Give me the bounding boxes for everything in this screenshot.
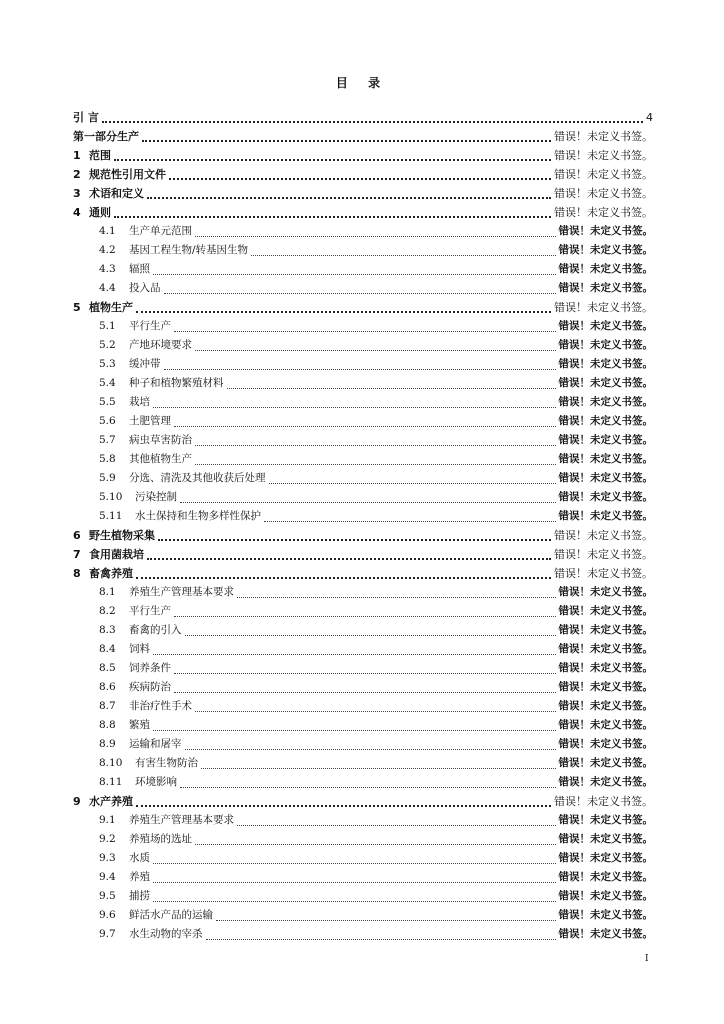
toc-entry-number: 5.5: [99, 396, 116, 408]
toc-leader-dots: [174, 691, 556, 693]
toc-entry-label: 养殖生产管理基本要求: [129, 814, 234, 826]
toc-entry[interactable]: [73, 583, 653, 602]
toc-entry-page: 错误！未定义书签。: [558, 434, 653, 446]
toc-entry-number: 4.4: [99, 282, 116, 294]
toc-leader-dots: [174, 615, 556, 617]
toc-entry[interactable]: [73, 298, 653, 317]
toc-entry[interactable]: [73, 222, 653, 241]
toc-entry-page: 错误！未定义书签。: [558, 757, 653, 769]
toc-entry-number: 8.6: [99, 681, 116, 693]
toc-entry-number: 5.4: [99, 377, 116, 389]
toc-entry-page: 错误！未定义书签。: [558, 605, 653, 617]
toc-entry-number: 5.11: [99, 510, 123, 522]
toc-entry-label: 其他植物生产: [129, 453, 192, 465]
toc-entry[interactable]: [73, 640, 653, 659]
toc-entry[interactable]: [73, 127, 653, 146]
toc-leader-dots: [114, 215, 551, 218]
toc-leader-dots: [195, 463, 556, 465]
toc-entry-label: 规范性引用文件: [89, 168, 166, 181]
toc-entry-page: 错误！未定义书签。: [558, 510, 653, 522]
toc-entry-label: 通则: [89, 206, 111, 219]
toc-entry-label: 养殖生产管理基本要求: [129, 586, 234, 598]
toc-leader-dots: [201, 767, 556, 769]
toc-leader-dots: [185, 634, 556, 636]
toc-entry-number: 9.2: [99, 833, 116, 845]
toc-entry[interactable]: [73, 526, 653, 545]
toc-leader-dots: [237, 596, 556, 598]
toc-entry-number: 9.1: [99, 814, 116, 826]
toc-entry[interactable]: [73, 317, 653, 336]
toc-entry[interactable]: [73, 678, 653, 697]
toc-entry-number: 4: [73, 206, 81, 219]
toc-entry-label: 水土保持和生物多样性保护: [135, 510, 261, 522]
toc-entry-label: 养殖场的选址: [129, 833, 192, 845]
toc-entry-number: 5.3: [99, 358, 116, 370]
toc-entry-label: 平行生产: [129, 605, 171, 617]
toc-entry-number: 5.9: [99, 472, 116, 484]
toc-entry[interactable]: [73, 906, 653, 925]
toc-entry-page: 错误！未定义书签。: [558, 719, 653, 731]
toc-leader-dots: [216, 919, 556, 921]
toc-entry-number: 7: [73, 548, 81, 561]
toc-entry-label: 术语和定义: [89, 187, 144, 200]
toc-entry-label: 辐照: [129, 263, 150, 275]
toc-leader-dots: [227, 387, 556, 389]
toc-entry[interactable]: [73, 621, 653, 640]
toc-entry-label: 鲜活水产品的运输: [129, 909, 213, 921]
toc-leader-dots: [136, 310, 551, 313]
toc-entry-page: 错误！未定义书签。: [558, 662, 653, 674]
toc-entry-label: 食用菌栽培: [89, 548, 144, 561]
toc-leader-dots: [147, 196, 551, 199]
toc-entry[interactable]: [73, 184, 653, 203]
toc-entry-page: 错误！未定义书签。: [558, 396, 653, 408]
toc-entry-label: 污染控制: [135, 491, 177, 503]
toc-entry-label: 缓冲带: [129, 358, 161, 370]
toc-entry-label: 水产养殖: [89, 795, 133, 808]
toc-entry-page: 错误！未定义书签。: [554, 529, 653, 542]
toc-entry-page: 错误！未定义书签。: [558, 928, 653, 940]
toc-entry-number: 8.1: [99, 586, 116, 598]
toc-entry[interactable]: [73, 165, 653, 184]
toc-entry-label: 繁殖: [129, 719, 150, 731]
toc-leader-dots: [102, 120, 643, 123]
toc-entry[interactable]: [73, 754, 653, 773]
toc-leader-dots: [147, 557, 551, 560]
toc-entry-page: 错误！未定义书签。: [554, 795, 653, 808]
toc-entry-label: 有害生物防治: [135, 757, 198, 769]
toc-entry-label: 生产: [117, 130, 139, 143]
toc-entry-page: 错误！未定义书签。: [558, 225, 653, 237]
toc-entry[interactable]: [73, 412, 653, 431]
toc-leader-dots: [153, 653, 556, 655]
toc-entry-page: 错误！未定义书签。: [558, 358, 653, 370]
toc-entry-label: 范围: [89, 149, 111, 162]
toc-entry[interactable]: [73, 146, 653, 165]
toc-entry-number: 9.3: [99, 852, 116, 864]
toc-entry-page: 错误！未定义书签。: [554, 548, 653, 561]
toc-entry-page: 错误！未定义书签。: [558, 909, 653, 921]
toc-entry-page: 错误！未定义书签。: [558, 263, 653, 275]
toc-leader-dots: [251, 254, 555, 256]
toc-entry[interactable]: [73, 355, 653, 374]
toc-entry-number: 8.4: [99, 643, 116, 655]
toc-leader-dots: [264, 520, 556, 522]
toc-entry-page: 错误！未定义书签。: [558, 890, 653, 902]
toc-entry-page: 错误！未定义书签。: [558, 244, 653, 256]
toc-leader-dots: [158, 538, 551, 541]
toc-entry-number: 9.7: [99, 928, 116, 940]
toc-entry-label: 畜禽养殖: [89, 567, 133, 580]
toc-entry[interactable]: [73, 716, 653, 735]
toc-entry-number: 8: [73, 567, 81, 580]
toc-leader-dots: [164, 292, 556, 294]
toc-entry-page: 错误！未定义书签。: [558, 833, 653, 845]
toc-entry[interactable]: [73, 849, 653, 868]
toc-entry-page: 错误！未定义书签。: [558, 738, 653, 750]
toc-entry-label: 病虫草害防治: [129, 434, 192, 446]
toc-entry-label: 非治疗性手术: [129, 700, 192, 712]
toc-entry-number: 3: [73, 187, 81, 200]
toc-entry[interactable]: [73, 773, 653, 792]
toc-entry-page: 错误！未定义书签。: [558, 453, 653, 465]
toc-entry-number: 5.6: [99, 415, 116, 427]
toc-entry-label: 栽培: [129, 396, 150, 408]
toc-entry-number: 8.9: [99, 738, 116, 750]
toc-entry-number: 8.10: [99, 757, 123, 769]
toc-entry-page: 错误！未定义书签。: [558, 282, 653, 294]
toc-entry-page: 错误！未定义书签。: [558, 415, 653, 427]
toc-entry-label: 投入品: [129, 282, 161, 294]
toc-entry-page: 错误！未定义书签。: [558, 377, 653, 389]
toc-entry-number: 9.4: [99, 871, 116, 883]
toc-leader-dots: [195, 235, 556, 237]
toc-entry-label: 畜禽的引入: [129, 624, 182, 636]
toc-entry-number: 2: [73, 168, 81, 181]
toc-leader-dots: [153, 900, 556, 902]
toc-entry-number: 5.2: [99, 339, 116, 351]
toc-entry-label: 野生植物采集: [89, 529, 155, 542]
toc-entry-number: 引 言: [73, 111, 99, 124]
toc-entry-page: 错误！未定义书签。: [554, 206, 653, 219]
toc-entry-label: 土肥管理: [129, 415, 171, 427]
toc-entry-number: 6: [73, 529, 81, 542]
toc-entry-page: 错误！未定义书签。: [558, 852, 653, 864]
toc-leader-dots: [153, 881, 556, 883]
toc-entry-number: 5.8: [99, 453, 116, 465]
toc-entry[interactable]: [73, 564, 653, 583]
toc-leader-dots: [153, 406, 556, 408]
toc-leader-dots: [114, 158, 551, 161]
toc-entry-page: 错误！未定义书签。: [558, 681, 653, 693]
toc-entry-page: 错误！未定义书签。: [558, 700, 653, 712]
toc-leader-dots: [195, 710, 556, 712]
toc-entry[interactable]: [73, 203, 653, 222]
toc-leader-dots: [185, 748, 556, 750]
toc-entry-label: 饲养条件: [129, 662, 171, 674]
toc-entry[interactable]: [73, 811, 653, 830]
toc-entry-label: 分选、清洗及其他收获后处理: [129, 472, 266, 484]
toc-leader-dots: [142, 139, 551, 142]
toc-entry-label: 养殖: [129, 871, 150, 883]
toc-entry[interactable]: [73, 450, 653, 469]
toc-entry-label: 疾病防治: [129, 681, 171, 693]
toc-leader-dots: [153, 862, 556, 864]
toc-leader-dots: [269, 482, 556, 484]
toc-entry-number: 8.3: [99, 624, 116, 636]
toc-entry-number: 9.6: [99, 909, 116, 921]
toc-entry-number: 4.1: [99, 225, 116, 237]
toc-entry-label: 环境影响: [135, 776, 177, 788]
toc-entry-page: 错误！未定义书签。: [558, 320, 653, 332]
toc-entry-page: 错误！未定义书签。: [554, 567, 653, 580]
toc-entry-page: 错误！未定义书签。: [558, 814, 653, 826]
toc-leader-dots: [180, 501, 556, 503]
toc-entry-page: 错误！未定义书签。: [554, 168, 653, 181]
toc-entry[interactable]: [73, 697, 653, 716]
toc-entry-page: 错误！未定义书签。: [558, 871, 653, 883]
toc-entry[interactable]: [73, 279, 653, 298]
toc-leader-dots: [206, 938, 556, 940]
toc-entry-page: 错误！未定义书签。: [554, 130, 653, 143]
toc-entry-number: 4.3: [99, 263, 116, 275]
toc-entry-page: 错误！未定义书签。: [558, 624, 653, 636]
toc-entry[interactable]: [73, 488, 653, 507]
toc-entry-number: 1: [73, 149, 81, 162]
toc-entry[interactable]: [73, 602, 653, 621]
toc-entry[interactable]: [73, 507, 653, 526]
toc-entry-label: 基因工程生物/转基因生物: [129, 244, 249, 256]
toc-leader-dots: [153, 729, 556, 731]
toc-entry-page: 错误！未定义书签。: [558, 491, 653, 503]
toc-entry-label: 平行生产: [129, 320, 171, 332]
toc-entry-page: 错误！未定义书签。: [554, 301, 653, 314]
toc-entry-number: 8.8: [99, 719, 116, 731]
toc-entry-page: 错误！未定义书签。: [558, 643, 653, 655]
toc-entry-number: 第一部分: [73, 130, 117, 143]
toc-leader-dots: [136, 804, 551, 807]
toc-entry-number: 5.7: [99, 434, 116, 446]
toc-entry[interactable]: [73, 868, 653, 887]
toc-title: 目 录: [335, 76, 389, 90]
toc-entry-label: 植物生产: [89, 301, 133, 314]
toc-entry-label: 饲料: [129, 643, 150, 655]
toc-leader-dots: [174, 425, 556, 427]
toc-entry-number: 4.2: [99, 244, 116, 256]
toc-entry-number: 5.1: [99, 320, 116, 332]
toc-entry-label: 运输和屠宰: [129, 738, 182, 750]
toc-leader-dots: [174, 672, 556, 674]
toc-entry[interactable]: [73, 431, 653, 450]
toc-entry-page: 错误！未定义书签。: [558, 776, 653, 788]
page-number: I: [645, 954, 649, 964]
toc-entry[interactable]: [73, 374, 653, 393]
toc-entry-page: 错误！未定义书签。: [554, 149, 653, 162]
toc-leader-dots: [136, 576, 551, 579]
toc-entry[interactable]: [73, 659, 653, 678]
toc-entry[interactable]: [73, 336, 653, 355]
toc-entry-label: 捕捞: [129, 890, 150, 902]
toc-entry-label: 水生动物的宰杀: [129, 928, 203, 940]
toc-entry[interactable]: [73, 887, 653, 906]
toc-entry[interactable]: [73, 792, 653, 811]
toc-leader-dots: [174, 330, 556, 332]
toc-leader-dots: [169, 177, 551, 180]
toc-leader-dots: [195, 843, 556, 845]
toc-leader-dots: [237, 824, 556, 826]
toc-entry[interactable]: [73, 241, 653, 260]
toc-leader-dots: [153, 273, 556, 275]
toc-entry-number: 8.2: [99, 605, 116, 617]
toc-leader-dots: [164, 368, 556, 370]
toc-entry[interactable]: [73, 735, 653, 754]
toc-entry-number: 8.11: [99, 776, 123, 788]
toc-entry[interactable]: [73, 469, 653, 488]
toc-entry-page: 错误！未定义书签。: [558, 586, 653, 598]
toc-entry-number: 5: [73, 301, 81, 314]
toc-entry-page: 错误！未定义书签。: [558, 472, 653, 484]
toc-leader-dots: [180, 786, 556, 788]
table-of-contents: [73, 108, 653, 944]
toc-entry[interactable]: [73, 260, 653, 279]
toc-entry-page: 错误！未定义书签。: [558, 339, 653, 351]
toc-leader-dots: [195, 444, 556, 446]
toc-entry-page: 4: [646, 111, 653, 124]
toc-leader-dots: [195, 349, 556, 351]
toc-entry-number: 5.10: [99, 491, 123, 503]
toc-entry[interactable]: [73, 108, 653, 127]
toc-entry-label: 生产单元范围: [129, 225, 192, 237]
toc-entry-page: 错误！未定义书签。: [554, 187, 653, 200]
toc-entry-label: 产地环境要求: [129, 339, 192, 351]
toc-entry[interactable]: [73, 830, 653, 849]
toc-entry-number: 9.5: [99, 890, 116, 902]
toc-entry[interactable]: [73, 545, 653, 564]
toc-entry-label: 水质: [129, 852, 150, 864]
toc-entry-number: 9: [73, 795, 81, 808]
toc-entry[interactable]: [73, 925, 653, 944]
toc-entry[interactable]: [73, 393, 653, 412]
toc-entry-number: 8.7: [99, 700, 116, 712]
toc-entry-label: 种子和植物繁殖材料: [129, 377, 224, 389]
toc-entry-number: 8.5: [99, 662, 116, 674]
